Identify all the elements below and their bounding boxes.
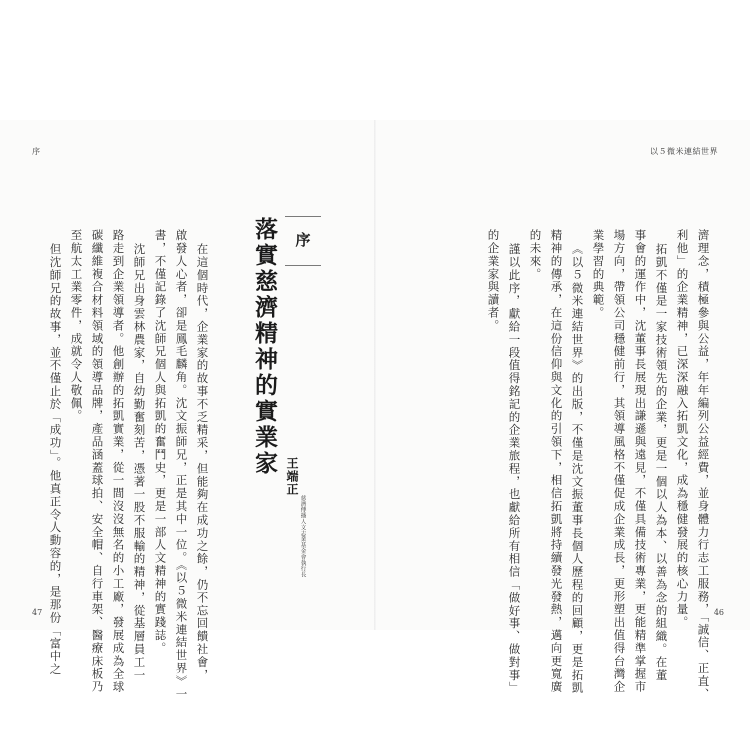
book-spread [0, 120, 750, 701]
left-body-column-6: 碳纖維複合材料領域的領導品牌，產品涵蓋球拍、安全帽、自行車架、醫療床板乃 [90, 229, 105, 694]
left-page-number: 47 [32, 608, 43, 617]
left-body-column-4: 沈師兄出身雲林農家，自幼勤奮刻苦，憑著一股不服輸的精神，從基層員工一 [132, 243, 147, 682]
author-name: 王端正 [285, 457, 299, 496]
right-body-column-5: 場方向，帶領公司穩健前行，其領導風格不僅促成企業成長，更形塑出值得台灣企 [612, 229, 627, 694]
left-running-head: 序 [32, 147, 41, 156]
left-body-column-3: 書，不僅記錄了沈師兄個人與拓凱的奮鬥史，更是一部人文精神的實踐誌。 [153, 229, 168, 655]
right-body-column-10: 謹以此序，獻給一段值得銘記的企業旅程，也獻給所有相信「做好事、做對事」 [507, 243, 522, 695]
left-body-column-1: 在這個時代，企業家的故事不乏精采，但能夠在成功之餘，仍不忘回饋社會， [195, 243, 210, 682]
right-body-column-7: 《以５微米連結世界》的出版，不僅是沈文振董事長個人歷程的回顧，更是拓凱 [570, 243, 585, 695]
author-title: 慈濟傳播人文志業基金會執行長 [299, 495, 306, 578]
left-body-column-2: 啟發人心者，卻是鳳毛麟角。沈文振師兄，正是其中一位。《以５微米連結世界》一 [174, 229, 189, 701]
right-page-number: 46 [713, 608, 724, 617]
left-body-column-7: 至航太工業零件，成就令人敬佩。 [69, 229, 84, 423]
right-running-head: 以５微米連結世界 [650, 147, 718, 156]
right-body-column-1: 濟理念，積極參與公益，年年編列公益經費，並身體力行志工服務，「誠信、正直、 [696, 229, 711, 701]
preface-label: 序 [295, 231, 311, 249]
right-body-column-3: 拓凱不僅是一家技術領先的企業，更是一個以人為本、以善為念的組織。在董 [654, 243, 669, 682]
preface-label-box [285, 216, 321, 266]
preface-heading: 落實慈濟精神的實業家 [251, 217, 278, 477]
right-body-column-9: 的未來。 [528, 229, 543, 281]
book-gutter [374, 120, 376, 630]
right-body-column-8: 精神的傳承，在這份信仰與文化的引領下，相信拓凱將持續發光發熱，邁向更寬廣 [549, 229, 564, 694]
right-body-column-2: 利他」的企業精神，已深深融入拓凱文化，成為穩健發展的核心力量。 [675, 229, 690, 629]
right-body-column-6: 業學習的典範。 [591, 229, 606, 320]
right-body-column-11: 的企業家與讀者。 [486, 229, 501, 333]
right-body-column-4: 事會的運作中，沈董事長展現出謙遜與遠見，不僅具備技術專業，更能精準掌握市 [633, 229, 648, 694]
left-body-column-8: 但沈師兄的故事，並不僅止於「成功」。他真正令人動容的，是那份「富中之 [48, 243, 63, 676]
left-body-column-5: 路走到企業領導者。他創辦的拓凱實業，從一間沒沒無名的小工廠，發展成為全球 [111, 229, 126, 694]
